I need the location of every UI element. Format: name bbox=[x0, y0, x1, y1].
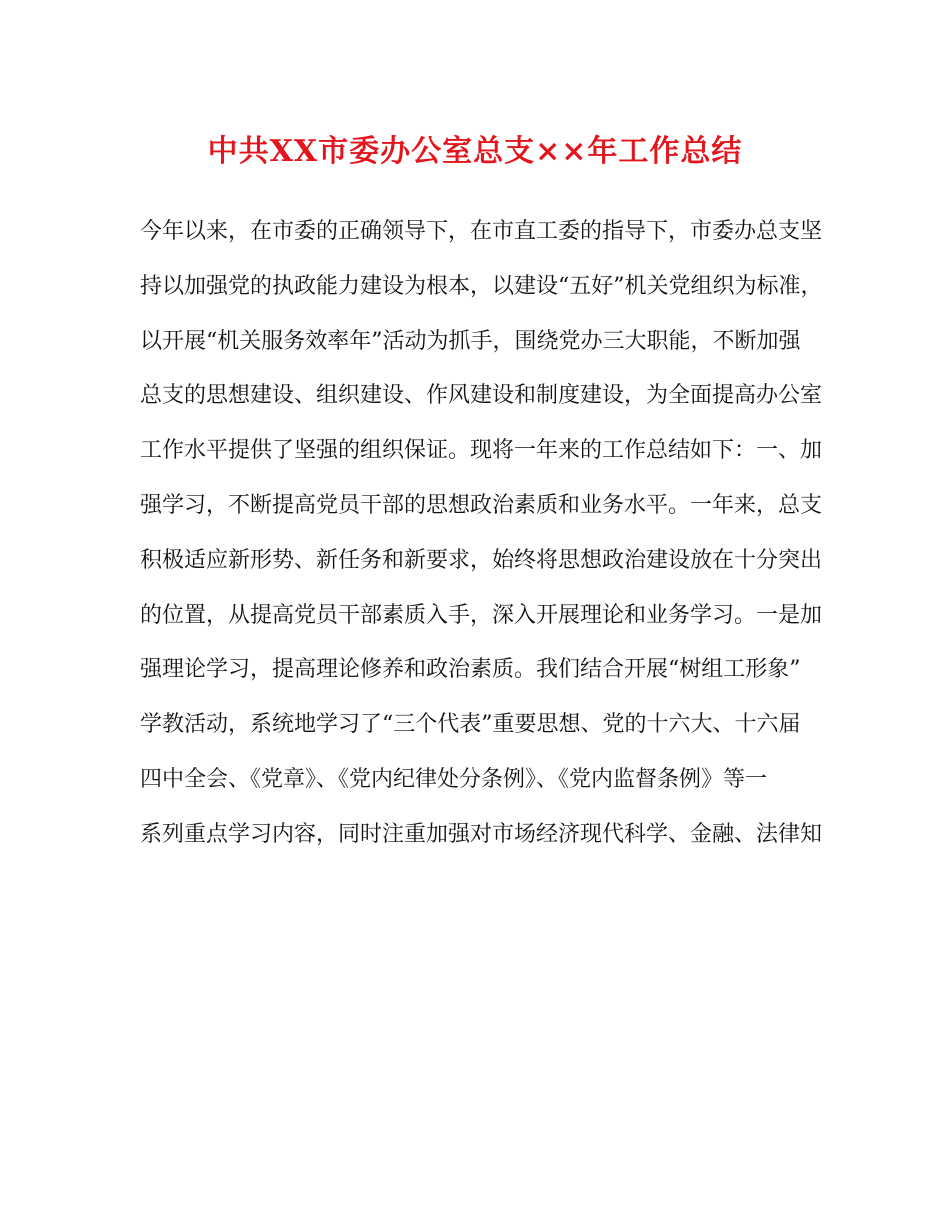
body-line: 的位置，从提高党员干部素质入手，深入开展理论和业务学习。一是加 bbox=[140, 602, 823, 628]
body-line: 四中全会、《党章》、《党内纪律处分条例》、《党内监督条例》等一 bbox=[140, 766, 768, 792]
body-line: 持以加强党的执政能力建设为根本，以建设“五好”机关党组织为标准， bbox=[140, 273, 823, 299]
body-line: 强理论学习，提高理论修养和政治素质。我们结合开展“树组工形象” bbox=[140, 657, 801, 683]
body-line: 系列重点学习内容，同时注重加强对市场经济现代科学、金融、法律知 bbox=[140, 821, 823, 847]
body-line: 学教活动，系统地学习了“三个代表”重要思想、党的十六大、十六届 bbox=[140, 712, 801, 738]
document-body bbox=[140, 210, 823, 868]
body-line: 以开展“机关服务效率年”活动为抓手，围绕党办三大职能，不断加强 bbox=[140, 328, 801, 354]
body-line: 工作水平提供了坚强的组织保证。现将一年来的工作总结如下：一、加 bbox=[140, 438, 823, 464]
document-title: 中共XX市委办公室总支××年工作总结 bbox=[207, 134, 743, 169]
body-line: 今年以来，在市委的正确领导下，在市直工委的指导下，市委办总支坚 bbox=[140, 219, 823, 244]
body-line: 积极适应新形势、新任务和新要求，始终将思想政治建设放在十分突出 bbox=[140, 547, 823, 573]
body-line: 强学习，不断提高党员干部的思想政治素质和业务水平。一年来，总支 bbox=[140, 492, 823, 518]
body-line: 总支的思想建设、组织建设、作风建设和制度建设，为全面提高办公室 bbox=[140, 383, 823, 409]
